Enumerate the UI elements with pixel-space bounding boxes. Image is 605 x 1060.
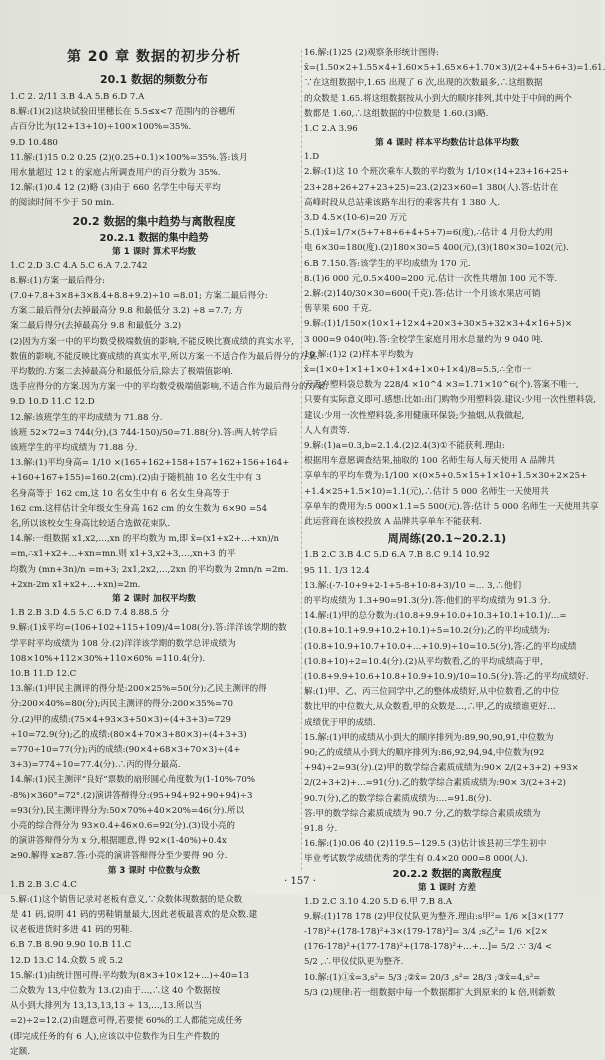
answer-line: 9.D 10.D 11.C 12.D xyxy=(10,397,95,408)
answer-line: 14.解:一组数据 x1,x2,…,xn 的平均数为 m,即 x̄=(x1+x2+…+xn)/n xyxy=(10,534,280,545)
answer-line: 数值的影响,不能反映比赛成绩的真实水平,所以方案一不适合作为最后得分的方案. xyxy=(10,351,319,362)
answer-line: 3+3)=774÷10=77.4(分).∴丙的得分最高. xyxy=(10,760,181,771)
answer-line: 均数为 (mn+3n)/n =m+3; 2x1,2x2,…,2xn 的平均数为 2mn/n =2m. xyxy=(10,564,289,575)
answer-line: 电 6×30=180(度).(2)180×30=5 400(元),(3)(180×30=102(元). xyxy=(304,243,569,254)
lesson-heading: 第 1 课时 算术平均数 xyxy=(112,246,196,257)
answer-line: 是 41 码,说明 41 码的男鞋销量最大,因此老板最喜欢的是众数.建 xyxy=(10,909,258,920)
answer-line: ÷10=72.9(分);乙的成绩:(80×4+70×3+80×3)÷(4+3+3) xyxy=(10,729,247,740)
answer-line: 1.C 2.D 3.C 4.A 5.C 6.A 7.2.742 xyxy=(10,260,148,271)
answer-line: +160+167+155)=160.2(cm).(2)由于随机抽 10 名女生中有 3 xyxy=(10,473,262,484)
answer-line: =2)÷2=12.(2)由题意可得,若要使 60%的工人都能完成任务 xyxy=(10,1016,243,1027)
answer-line: 名,所以该校女生身高比较适合选做花束队. xyxy=(10,519,171,530)
answer-line: 案二最后得分(去掉最高分 9.8 和最低分 3.2) xyxy=(10,321,182,332)
answer-line: 二众数为 13,中位数为 13.(2)由于…,∴这 40 个数据按 xyxy=(10,985,221,996)
answer-line: 95 11. 1/3 12.4 xyxy=(304,565,370,576)
answer-line: 91.8 分. xyxy=(304,823,338,834)
section-heading: 20.2 数据的集中趋势与离散程度 xyxy=(72,214,236,228)
answer-line: 享单车的费用为:5 000×1.1=5 500(元).答:估计 5 000 名师生一天使用共享 xyxy=(304,501,599,512)
answer-line: (7.0+7.8+3×8+3×8.4+8.8+9.2)÷10 =8.01; 方案二最后得分: xyxy=(10,291,268,302)
answer-line: 解:(1)甲、乙、丙三位同学中,乙的整体成绩好,从中位数看,乙的中位 xyxy=(304,687,560,698)
answer-line: 10.解:(1)①x̄=3,s²= 5/3 ;②x̄= 20/3 ,s²= 28/3 ;③x̄=4,s²= xyxy=(304,972,541,983)
answer-line: 1.B 2.B 3.D 4.5 5.C 6.D 7.4 8.88.5 分 xyxy=(10,608,170,619)
answer-line: 的演讲答辩得分为 x 分,根据题意,得 92×(1-40%)+0.4x xyxy=(10,836,227,847)
answer-line: 9.解:(1)a=0.3,b=2.1.4.(2)2.4(3)①不能获利.理由: xyxy=(304,441,505,452)
answer-line: 此运营商在该校投放 A 品牌共享单车不能获利. xyxy=(304,517,482,528)
answer-line: 10.B 11.D 12.C xyxy=(10,668,77,679)
answer-line: 享单车的平均车费为:1/100 ×(0×5+0.5×15+1×10+1.5×30+2×25+ xyxy=(304,471,588,482)
answer-line: 该班 52×72=3 744(分),(3 744-150)/50=71.88(分).答:两人转学后 xyxy=(10,427,278,438)
answer-line: 天丢弃塑料袋总数为 228/4 ×10^4 ×3=1.71×10^6(个).答案不唯一, xyxy=(304,380,579,391)
subsection-heading: 20.2.1 数据的集中趋势 xyxy=(99,232,209,244)
answer-line: 数都是 1.60,∴这组数据的中位数是 1.60.(3)略. xyxy=(304,108,489,119)
answer-line: 1.C 2.A 3.96 xyxy=(304,124,358,135)
answer-line: 5/3 (2)规律:若一组数据中每一个数据都扩大到原来的 k 倍,则新数 xyxy=(304,987,556,998)
right-column xyxy=(304,46,605,998)
answer-line: 15.解:(1)由统计图可得:平均数为(8×3+10×12+...)÷40=13 xyxy=(10,970,249,981)
answer-line: x̄=(1.50×2+1.55×4+1.60×5+1.65×6+1.70×3)/(2+4+5+6+3)=1.61. xyxy=(304,63,605,74)
answer-line: ≥90.解得 x≥87.答:小亮的演讲答辩得分至少要得 90 分. xyxy=(10,851,228,862)
answer-line: ∵在这组数据中,1.65 出现了 6 次,出现的次数最多,∴这组数据 xyxy=(304,78,543,89)
answer-line: 建议:少用一次性塑料袋,多用健康环保袋;少抽烟,从我做起, xyxy=(304,410,525,421)
answer-line: +94)÷2=93(分).(2)甲的数学综合素质成绩为:90× 2/(2+3+2) +93× xyxy=(304,763,579,774)
answer-line: 162 cm.这样估计全年级女生身高 162 cm 的女生数为 6×90 =54 xyxy=(10,503,268,514)
answer-line: 用水量超过 12 t 的家庭占所调查用户的百分数为 35%. xyxy=(10,168,221,179)
answer-line: 售苹果 600 千克. xyxy=(304,304,372,315)
answer-line: 2/(2+3+2)+…=91(分).乙的数学综合素质成绩为:90× 3/(2+3+2) xyxy=(304,778,567,789)
answer-line: (10.8+10.9+10.7+10.0+…+10.9)÷10=10.5(分),答:乙的平均成绩 xyxy=(304,641,577,652)
answer-line: (2)因为方案一中的平均数受极端数值的影响,不能反映比赛成绩的真实水平, xyxy=(10,336,295,347)
answer-line: 15.解:(1)甲的成绩从小到大的顺序排列为:89,90,90,91,中位数为 xyxy=(304,732,554,743)
answer-line: 数比甲的中位数大,从众数看,甲的众数是…,∴甲,乙的成绩谁更好… xyxy=(304,702,556,713)
answer-line: 90.7(分),乙的数学综合素质成绩为:…=91.8(分). xyxy=(304,793,492,804)
chapter-title: 第 20 章 数据的初步分析 xyxy=(66,49,242,65)
answer-line: 成绩优于甲的成绩. xyxy=(304,717,376,728)
answer-line: 占百分比为(12+13+10)÷100×100%=35%. xyxy=(10,122,192,133)
answer-line: 12.解:该班学生的平均成绩为 71.88 分. xyxy=(10,412,163,423)
answer-line: 选手应得分的方案.因为方案一中的平均数受极端值影响,不适合作为最后得分的方案. xyxy=(10,382,328,393)
answer-line: 5.(1)x̄=1/7×(5+7+8+6+4+5+7)=6(度),∴估计 4 月份大约用 xyxy=(304,228,553,239)
answer-line: 的阅读时间不少于 50 min. xyxy=(10,198,115,209)
page-number: · 157 · xyxy=(284,876,316,887)
answer-line: 方案二最后得分(去掉最高分 9.8 和最低分 3.2) ÷8 =7.7; 方 xyxy=(10,306,243,317)
answer-line: 3 000=9 040(吨).答:全校学生家庭月用水总量约为 9 040 吨. xyxy=(304,334,544,345)
answer-line: 13.解:(1)平均身高= 1/10 ×(165+162+158+157+162+156+164+ xyxy=(10,458,290,469)
answer-line: 该班学生的平均成绩为 71.88 分. xyxy=(10,443,138,454)
answer-line: 平均数的.方案二去掉最高分和最低分后,除去了极端值影响. xyxy=(10,367,234,378)
answer-line: 分:200×40%=80(分);丙民主测评的得分:200×35%=70 xyxy=(10,699,234,710)
answer-line: 23+28+26+27+23+25)=23.(2)23×60=1 380(人).答:估计在 xyxy=(304,182,559,193)
answer-line: 的众数是 1.65.将这组数据按从小到大的顺序排列,其中处于中间的两个 xyxy=(304,93,572,104)
answer-line: 16.解:(1)25 (2)观察条形统计图得: xyxy=(304,48,439,58)
answer-line: 分.(2)甲的成绩:(75×4+93×3+50×3)÷(4+3+3)=729 xyxy=(10,714,231,725)
answer-line: =93(分),民主测评得分为:50×70%+40×20%=46(分).所以 xyxy=(10,805,245,816)
column-divider xyxy=(301,50,302,870)
answer-line: 11.解:(1)15 0.2 0.25 (2)(0.25+0.1)×100%=35%.答:该月 xyxy=(10,152,248,163)
answer-line: (10.8+9.9+10.6+10.8+10.9+10.9)/10=10.5(分).答:乙的平均成绩好. xyxy=(304,671,589,682)
answer-line: 高峰时段从总站乘该路车出行的乘客共有 1 380 人. xyxy=(304,197,501,208)
answer-line: 学平时平均成绩为 108 分.(2)洋洋该学期的数学总评成绩为 xyxy=(10,638,236,649)
answer-line: 8.解:(1)(2)这块试验田里穗长在 5.5≤x<7 范围内的谷穗所 xyxy=(10,107,236,118)
answer-line: 90;乙的成绩从小到大的顺序排列为:86,92,94,94,中位数为(92 xyxy=(304,747,545,758)
answer-line: (即完成任务的有 6 人),应该以中位数作为日生产件数的 xyxy=(10,1031,220,1042)
answer-line: 108×10%+112×30%+110×60% =110.4(分). xyxy=(10,653,206,664)
answer-line: 人人有责等. xyxy=(304,425,350,436)
lesson-heading: 第 4 课时 样本平均数估计总体平均数 xyxy=(375,138,519,149)
section-heading: 20.1 数据的频数分布 xyxy=(100,73,208,86)
subsection-heading: 20.2.2 数据的离散程度 xyxy=(392,868,502,880)
answer-line: +2xn-2m x1+x2+…+xn)=2m. xyxy=(10,579,141,590)
answer-line: 只要有实际意义即可.感想:比如:出门购物少用塑料袋.建议:少用一次性塑料袋, xyxy=(304,395,596,406)
answer-line: -8%)×360°=72°.(2)演讲答辩得分:(95+94+92+90+94)÷3 xyxy=(10,790,253,801)
answer-line: 9.解:(1)1/150×(10×1+12×4+20×3+30×5+32×3+4×16+5)× xyxy=(304,319,573,330)
answer-line: 答:甲的数学综合素质成绩为 90.7 分,乙的数学综合素质成绩为 xyxy=(304,808,541,819)
answer-line: 1.B 2.B 3.C 4.C xyxy=(10,879,77,890)
answer-line: (10.8+10.1+9.9+10.2+10.1)÷5=10.2(分);乙的平均成绩为: xyxy=(304,626,550,637)
answer-line: 议老板进货时多进 41 码的男鞋. xyxy=(10,925,133,936)
answer-line: x̄=(1×0+1×1+1×0+1×4+1×0+1×4)/8=5.5,∴全市一 xyxy=(304,365,531,376)
answer-line: 14.解:(1)民主测评“良好”票数的扇形圆心角度数为(1-10%-70% xyxy=(10,775,256,786)
answer-line: 14.解:(1)甲的总分数为:(10.8+9.9+10.0+10.3+10.1+10.1)/…= xyxy=(304,611,567,622)
answer-line: +1.4×25+1.5×10)=1.1(元),∴估计 5 000 名师生一天使用共 xyxy=(304,486,549,497)
weekly-practice-heading: 周周练(20.1~20.2.1) xyxy=(387,532,507,546)
answer-line: 1.C 2. 2/11 3.B 4.A 5.B 6.D 7.A xyxy=(10,92,145,102)
answer-line: 8.(1)6 000 元,0.5×400=200 元.估计一次性共增加 100 元不等. xyxy=(304,273,558,284)
answer-line: 毕业考试数学成绩优秀的学生有 0.4×20 000=8 000(人). xyxy=(304,854,528,865)
answer-line: 1.D 2.C 3.10 4.20 5.D 6.甲 7.B 8.A xyxy=(304,896,453,907)
answer-line: 16.解:(1)0.06 40 (2)119.5~129.5 (3)估计该县初三学生初中 xyxy=(304,839,547,850)
answer-line: 1.B 2.C 3.B 4.C 5.D 6.A 7.B 8.C 9.14 10.92 xyxy=(304,550,490,561)
answer-line: 小亮的综合得分为 93×0.4+46×0.6=92(分).(3)设小亮的 xyxy=(10,820,236,831)
answer-line: 根据用车意愿调查结果,抽取的 100 名师生每人每天使用 A 品牌共 xyxy=(304,456,556,467)
answer-line: 10.解:(1)2 (2)样本平均数为 xyxy=(304,349,414,360)
lesson-heading: 第 1 课时 方差 xyxy=(418,882,476,893)
answer-line: (10.8+10)÷2=10.4(分).(2)从平均数看,乙的平均成绩高于甲, xyxy=(304,656,543,667)
answer-line: 6.B 7.150.答:该学生的平均成绩为 170 元. xyxy=(304,258,471,269)
answer-line: =770÷10=77(分);丙的成绩:(90×4+68×3+70×3)÷(4+ xyxy=(10,744,241,755)
answer-line: 2.解:(1)这 10 个班次乘车人数的平均数为 1/10×(14+23+16+25+ xyxy=(304,167,570,178)
answer-line: 13.解:(1)甲民主测评的得分是:200×25%=50(分);乙民主测评的得 xyxy=(10,684,267,695)
answer-line: 9.解:(1)178 178 (2)甲仪仗队更为整齐.理由:s甲²= 1/6 ×[3×(177 xyxy=(304,911,564,922)
answer-line: 5.解:(1)这个销售记录对老板有意义,∵众数体现数据的是众数 xyxy=(10,894,243,905)
answer-line: 6.B 7.B 8.90 9.90 10.B 11.C xyxy=(10,940,132,951)
answer-line: 从小到大排列为 13,13,13,13 ÷ 13,…,13.所以当 xyxy=(10,1001,202,1012)
answer-line: 9.D 10.480 xyxy=(10,137,58,148)
answer-line: (176-178)²+(177-178)²+(178-178)²+…+…]= 5/2 .∵ 3/4 < xyxy=(304,942,553,953)
lesson-heading: 第 3 课时 中位数与众数 xyxy=(107,865,201,876)
answer-line: 3.D 4.5×(10-6)=20 万元 xyxy=(304,213,407,224)
answer-line: 8.解:(1)方案一最后得分: xyxy=(10,275,105,286)
answer-line: 1.D xyxy=(304,152,320,163)
answer-line: 13.解:(-7-10+9+2-1+5-8+10-8+3)/10 =… 3,∴他们 xyxy=(304,580,522,591)
answer-line: 9.解:(1)x̄平均=(106+102+115+109)/4=108(分).答:洋洋该学期的数 xyxy=(10,623,287,634)
answer-line: 的平均成绩为 1.3+90=91.3(分).答:他们的平均成绩为 91.3 分. xyxy=(304,595,551,606)
answer-line: =m,∴x1+x2+…+xn=mn.则 x1+3,x2+3,…,xn+3 的平 xyxy=(10,549,236,560)
answer-line: 名身高等于 162 cm,这 10 名女生中有 6 名女生身高等于 xyxy=(10,488,230,499)
answer-line: 2.解:(2)140/30×30=600(千克).答:估计一个月该水果店可销 xyxy=(304,289,541,300)
answer-line: 12.D 13.C 14.众数 5 或 5.2 xyxy=(10,955,124,966)
answer-line: 5/2 ,∴甲仪仗队更为整齐. xyxy=(304,957,404,968)
answer-line: 12.解:(1)0.4 12 (2)略 (3)由于 660 名学生中每天平均 xyxy=(10,183,221,194)
lesson-heading: 第 2 课时 加权平均数 xyxy=(112,594,196,605)
answer-line: 定额. xyxy=(10,1046,30,1057)
answer-line: -178)²+(178-178)²+3×(179-178)²]= 3/4 ;s乙²= 1/6 ×[2× xyxy=(304,926,548,937)
